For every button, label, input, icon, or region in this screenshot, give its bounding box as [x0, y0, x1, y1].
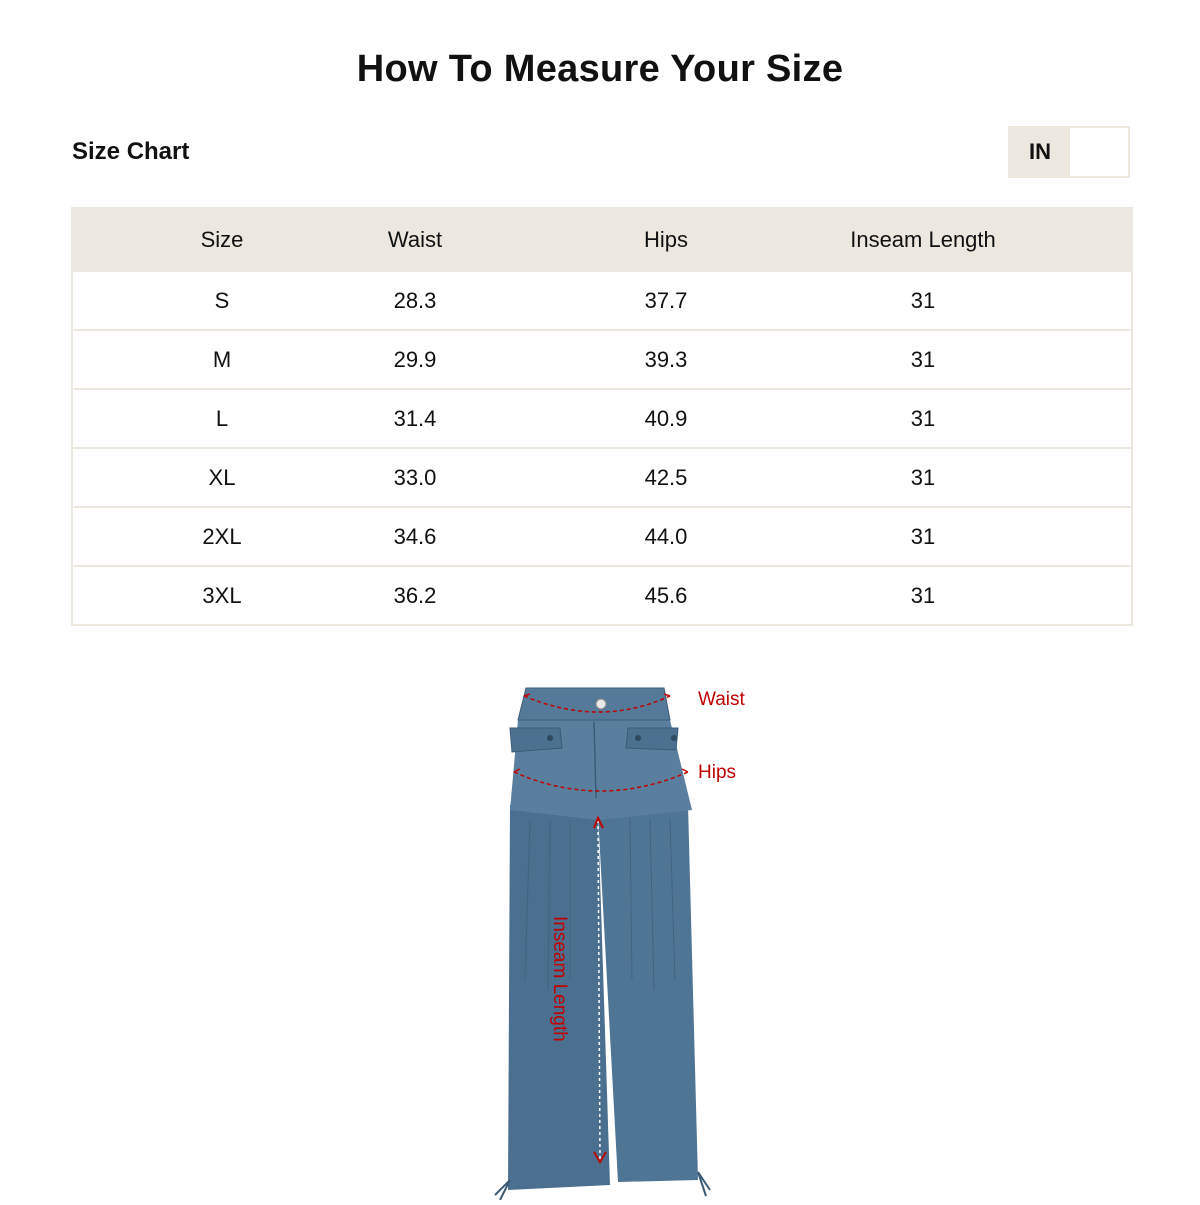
inseam-label: Inseam Length: [549, 916, 570, 1042]
page-title: How To Measure Your Size: [356, 48, 844, 90]
table-row: [73, 506, 1131, 565]
size-chart-label: Size Chart: [72, 138, 190, 165]
cell-waist: 36.2: [393, 582, 437, 608]
cell-size: XL: [208, 464, 236, 490]
size-table: [71, 207, 1133, 626]
hips-label: Hips: [698, 762, 737, 783]
jeans-right-leg: [598, 805, 698, 1182]
table-row: [73, 270, 1131, 329]
cell-size: M: [212, 346, 232, 372]
cell-hips: 45.6: [644, 582, 688, 608]
cell-size: 3XL: [202, 582, 242, 608]
pocket-flap-right: [626, 728, 678, 750]
pocket-flap-left: [510, 728, 562, 752]
cell-hips: 44.0: [644, 523, 688, 549]
unit-option-empty[interactable]: [1070, 128, 1128, 176]
cell-waist: 29.9: [393, 346, 437, 372]
unit-toggle[interactable]: [1008, 126, 1130, 178]
cell-inseam: 31: [910, 405, 936, 431]
cell-hips: 39.3: [644, 346, 688, 372]
cell-size: L: [215, 405, 229, 431]
cell-inseam: 31: [910, 287, 936, 313]
cell-inseam: 31: [910, 582, 936, 608]
header-waist: Waist: [387, 226, 443, 252]
waist-label: Waist: [698, 689, 745, 710]
table-row: [73, 565, 1131, 624]
header-size: Size: [200, 226, 244, 252]
cell-waist: 28.3: [393, 287, 437, 313]
cell-size: S: [214, 287, 230, 313]
measurement-diagram: [470, 680, 770, 1200]
unit-option-in[interactable]: IN: [1010, 128, 1070, 176]
table-row: [73, 447, 1131, 506]
cell-waist: 31.4: [393, 405, 437, 431]
jeans-button: [596, 699, 606, 709]
header-inseam: Inseam Length: [850, 226, 996, 252]
cell-hips: 37.7: [644, 287, 688, 313]
jeans-illustration: [470, 680, 770, 1200]
cell-inseam: 31: [910, 346, 936, 372]
header-hips: Hips: [643, 226, 688, 252]
table-row: [73, 388, 1131, 447]
cell-waist: 33.0: [393, 464, 437, 490]
table-header: [73, 209, 1131, 270]
cell-size: 2XL: [202, 523, 242, 549]
cell-hips: 42.5: [644, 464, 688, 490]
table-row: [73, 329, 1131, 388]
cell-inseam: 31: [910, 464, 936, 490]
cell-waist: 34.6: [393, 523, 437, 549]
cell-inseam: 31: [910, 523, 936, 549]
cell-hips: 40.9: [644, 405, 688, 431]
